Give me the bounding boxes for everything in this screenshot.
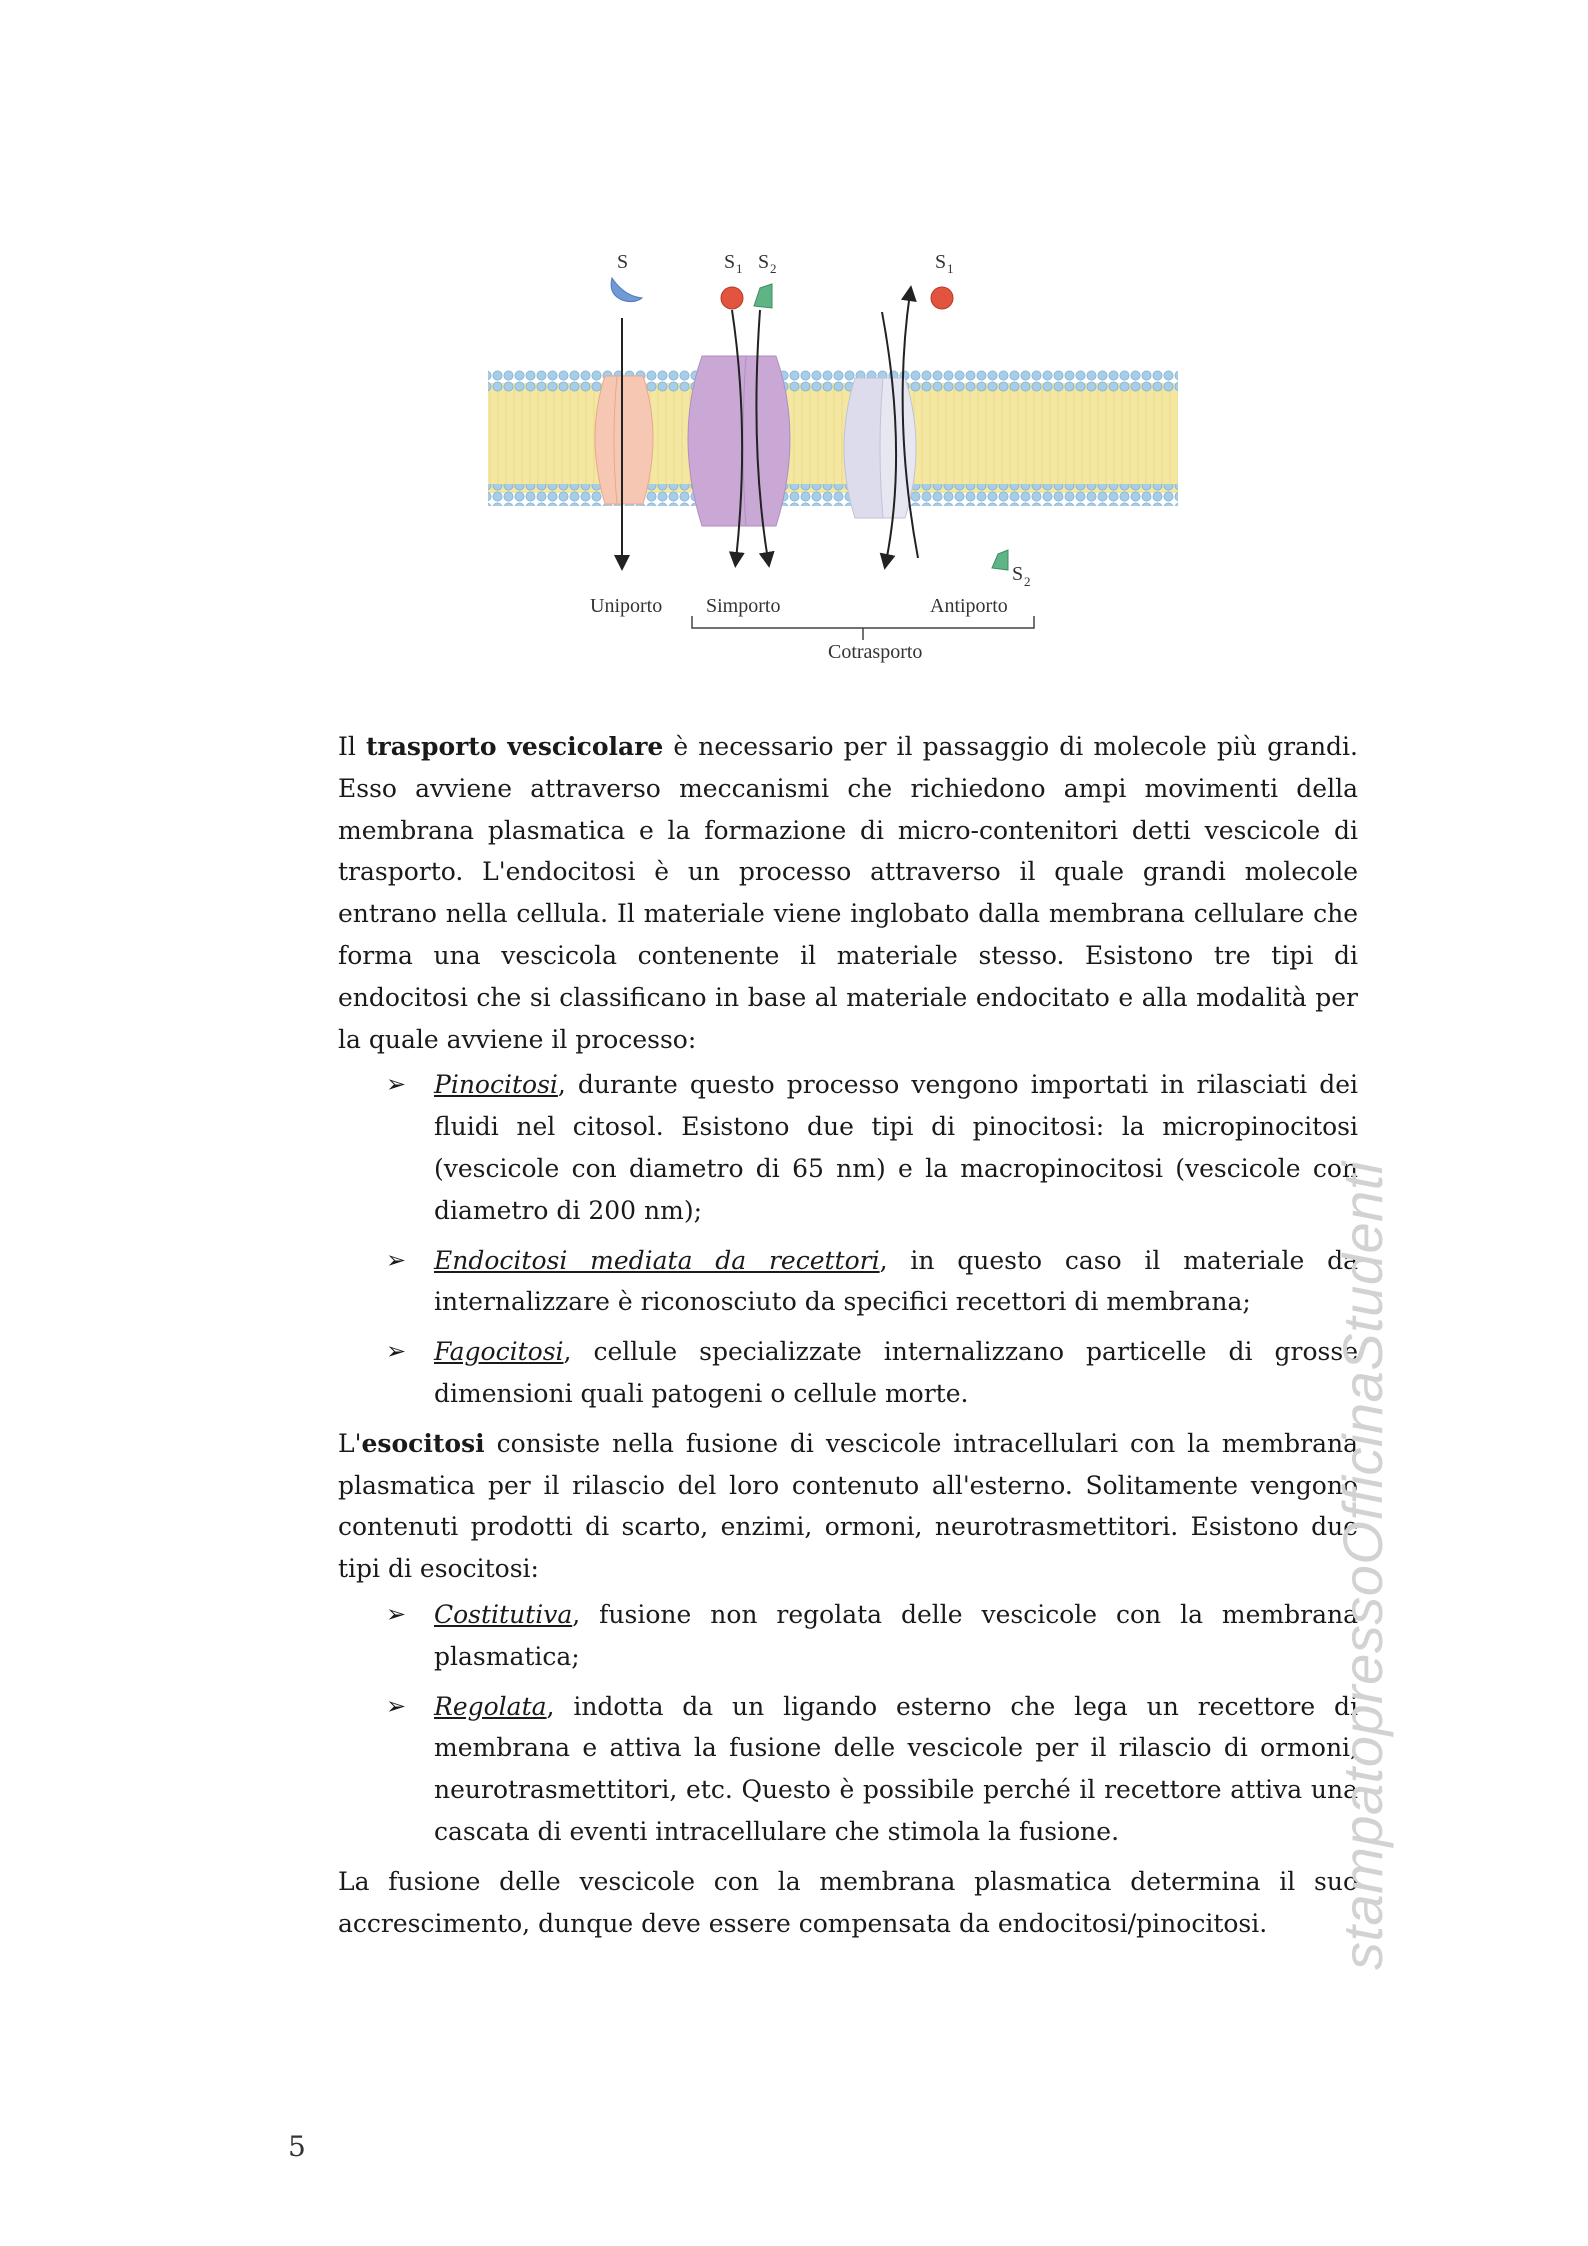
solute-s1b-molecule [931, 287, 953, 309]
label-antiporto: Antiporto [930, 595, 1008, 617]
term-trasporto-vescicolare: trasporto vescicolare [365, 732, 664, 761]
solute-s2-molecule [754, 284, 772, 308]
membrane-transport-diagram [470, 238, 1190, 678]
list-item-endocitosi-mediata [338, 1240, 1358, 1324]
list-item-text: , fusione non regolata delle vescicole con la membrana plasmatica; [434, 1599, 1358, 1671]
arrow-bullet-icon: ➢ [386, 1070, 407, 1099]
arrow-bullet-icon: ➢ [386, 1599, 407, 1628]
label-uniporto: Uniporto [590, 595, 663, 617]
label-s2: S [758, 251, 770, 273]
list-item-text: , in questo caso il materiale da internalizzare è riconosciuto da specifici recettori di membrana; [434, 1245, 1358, 1317]
label-s2-out-sub: 2 [1024, 574, 1031, 589]
list-item-pinocitosi [338, 1064, 1358, 1231]
label-simporto: Simporto [706, 595, 781, 617]
list-item-text: , durante questo processo vengono importati in rilasciati dei fluidi nel citosol. Esistono due tipi di pinocitosi: la micropinocitosi (vescicole con diametro di 65 nm) e la macropinocitosi (vescicole con diametro di 200 nm); [434, 1070, 1358, 1225]
exocytosis-list [338, 1594, 1358, 1853]
list-item-costitutiva [338, 1594, 1358, 1678]
term-fagocitosi: Fagocitosi [434, 1337, 564, 1367]
label-cotrasporto: Cotrasporto [828, 641, 923, 663]
p2-before: L' [338, 1428, 362, 1458]
uniporter-protein [595, 376, 653, 504]
solute-s1-molecule [721, 287, 743, 309]
label-s: S [617, 251, 629, 273]
list-item-regolata [338, 1686, 1358, 1853]
p1-after: è necessario per il passaggio di molecole più grandi. Esso avviene attraverso meccanismi che richiedono ampi movimenti della membrana plasmatica e la formazione di micro-contenitori detti vescicole di trasporto. L'endocitosi è un processo attraverso il quale grandi molecole entrano nella cellula. Il materiale viene inglobato dalla membrana cellulare che forma una vescicola contenente il materiale stesso. Esistono tre tipi di endocitosi che si classificano in base al materiale endocitato e alla modalità per la quale avviene il processo: [338, 732, 1358, 1054]
cotrasporto-bracket [692, 616, 1034, 640]
label-s1b-sub: 1 [947, 261, 954, 276]
term-costitutiva: Costitutiva [434, 1599, 573, 1629]
term-endocitosi-mediata: Endocitosi mediata da recettori [434, 1245, 880, 1275]
label-s2-out: S [1012, 563, 1024, 585]
list-item-text: , indotta da un ligando esterno che lega un recettore di membrana e attiva la fusione delle vescicole per il rilascio di ormoni, neurotrasmettitori, etc. Questo è possibile perché il recettore attiva una cascata di eventi intracellulare che stimola la fusione. [434, 1691, 1358, 1846]
paragraph-exocytosis [338, 1423, 1358, 1590]
p1-before: Il [338, 732, 366, 761]
label-s1b: S [935, 251, 947, 273]
term-esocitosi: esocitosi [361, 1428, 485, 1458]
label-s1: S [724, 251, 736, 273]
arrow-bullet-icon: ➢ [386, 1245, 407, 1274]
term-regolata: Regolata [434, 1691, 547, 1721]
list-item-fagocitosi [338, 1331, 1358, 1415]
paragraph-conclusion: La fusione delle vescicole con la membrana plasmatica determina il suo accrescimento, dunque deve essere compensata da endocitosi/pinocitosi. [338, 1866, 1358, 1938]
arrow-bullet-icon: ➢ [386, 1337, 407, 1366]
label-s1-sub: 1 [736, 261, 743, 276]
label-s2-sub: 2 [770, 261, 777, 276]
page-number: 5 [288, 2130, 306, 2163]
endocytosis-list [338, 1064, 1358, 1414]
watermark-text: stampatopressoOfficinaStudenti [1331, 1161, 1394, 1970]
body-text [338, 726, 1358, 1944]
membrane-transport-figure [470, 238, 1190, 678]
solute-s-molecule [611, 278, 642, 302]
solute-s2-out-molecule [992, 550, 1008, 570]
list-item-text: , cellule specializzate internalizzano particelle di grosse dimensioni quali patogeni o cellule morte. [434, 1337, 1358, 1408]
arrow-bullet-icon: ➢ [386, 1691, 407, 1720]
term-pinocitosi: Pinocitosi [434, 1070, 558, 1100]
p2-after: consiste nella fusione di vescicole intracellulari con la membrana plasmatica per il rilascio del loro contenuto all'esterno. Solitamente vengono contenuti prodotti di scarto, enzimi, ormoni, neurotrasmettitori. Esistono due tipi di esocitosi: [338, 1428, 1358, 1584]
paragraph-vesicular-transport [338, 726, 1358, 1060]
lipid-bilayer [488, 370, 1178, 506]
